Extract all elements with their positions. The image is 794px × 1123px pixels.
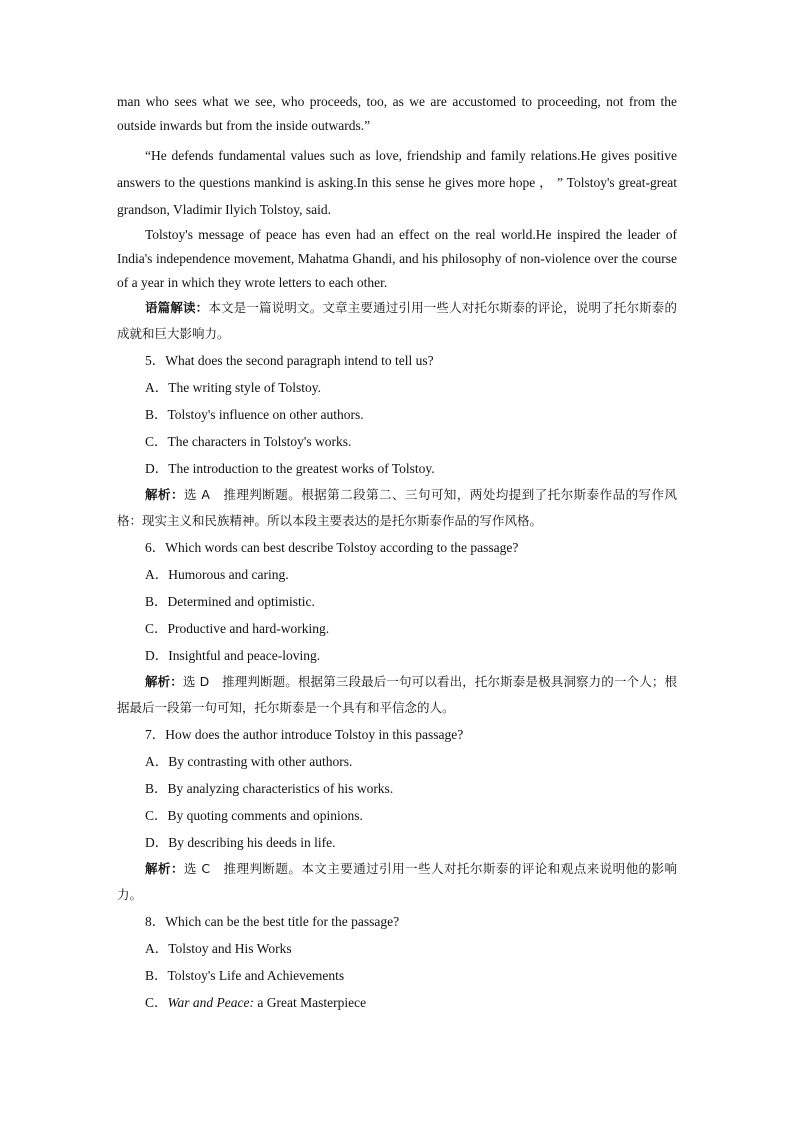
- option-d: D．By describing his deeds in life.: [145, 835, 336, 850]
- analysis-text: 选 A 推理判断题。根据第二段第二、三句可知，两处均提到了托尔斯泰作品的写作风格：现实主义和民族精神。所以本段主要表达的是托尔斯泰作品的写作风格。: [117, 487, 677, 528]
- option-c: C．By quoting comments and opinions.: [145, 808, 363, 823]
- option-b: B．Determined and optimistic.: [145, 594, 315, 609]
- document-content: [117, 90, 677, 1016]
- option-c-book-title: War and Peace:: [167, 995, 254, 1010]
- question-8: [117, 908, 677, 1016]
- question-7: [117, 721, 677, 908]
- passage-paragraph-3: Tolstoy's message of peace has even had an effect on the real world.He inspired the leader of India's independence movement, Mahatma Ghandi, and his philosophy of non-violence over the course of a year in which they wrote letters to each other.: [117, 227, 677, 290]
- option-a: A．Humorous and caring.: [145, 567, 289, 582]
- analysis-label: 解析：: [145, 674, 183, 689]
- analysis-label: 解析：: [145, 861, 184, 876]
- passage-paragraph-1: man who sees what we see, who proceeds, too, as we are accustomed to proceeding, not from the outside inwards but from the inside outwards.”: [117, 94, 677, 133]
- option-c: C．The characters in Tolstoy's works.: [145, 434, 352, 449]
- question-stem: 8．Which can be the best title for the passage?: [145, 914, 400, 929]
- analysis: [117, 482, 677, 534]
- analysis: [117, 669, 677, 721]
- summary-text: 本文是一篇说明文。文章主要通过引用一些人对托尔斯泰的评论，说明了托尔斯泰的成就和巨大影响力。: [117, 300, 677, 341]
- analysis: [117, 856, 677, 908]
- analysis-text: 选 C 推理判断题。本文主要通过引用一些人对托尔斯泰的评论和观点来说明他的影响力。: [117, 861, 677, 902]
- option-d: D．Insightful and peace-loving.: [145, 648, 321, 663]
- option-a: A．The writing style of Tolstoy.: [145, 380, 322, 395]
- passage-summary: [117, 295, 677, 347]
- option-b: B．By analyzing characteristics of his works.: [145, 781, 394, 796]
- question-stem: 7．How does the author introduce Tolstoy in this passage?: [145, 727, 464, 742]
- question-6: [117, 534, 677, 721]
- option-c: C．Productive and hard-working.: [145, 621, 330, 636]
- option-c-prefix: C．: [145, 995, 168, 1010]
- option-d: D．The introduction to the greatest works of Tolstoy.: [145, 461, 435, 476]
- option-a: A．By contrasting with other authors.: [145, 754, 353, 769]
- question-stem: 6．Which words can best describe Tolstoy according to the passage?: [145, 540, 519, 555]
- option-b: B．Tolstoy's influence on other authors.: [145, 407, 364, 422]
- summary-label: 语篇解读：: [145, 300, 209, 315]
- option-c: [117, 989, 677, 1016]
- option-c-rest: a Great Masterpiece: [254, 995, 367, 1010]
- question-5: [117, 347, 677, 534]
- analysis-label: 解析：: [145, 487, 184, 502]
- question-stem: 5．What does the second paragraph intend to tell us?: [145, 353, 434, 368]
- option-b: B．Tolstoy's Life and Achievements: [145, 968, 345, 983]
- passage-paragraph-2: “He defends fundamental values such as love, friendship and family relations.He gives positive answers to the questions mankind is asking.In this sense he gives more hope ， ” Tolstoy's great-great grandson, Vladimir Ilyich Tolstoy, said.: [117, 148, 677, 217]
- option-a: A．Tolstoy and His Works: [145, 941, 292, 956]
- analysis-text: 选 D 推理判断题。根据第三段最后一句可以看出，托尔斯泰是极具洞察力的一个人；根据最后一段第一句可知，托尔斯泰是一个具有和平信念的人。: [117, 674, 677, 715]
